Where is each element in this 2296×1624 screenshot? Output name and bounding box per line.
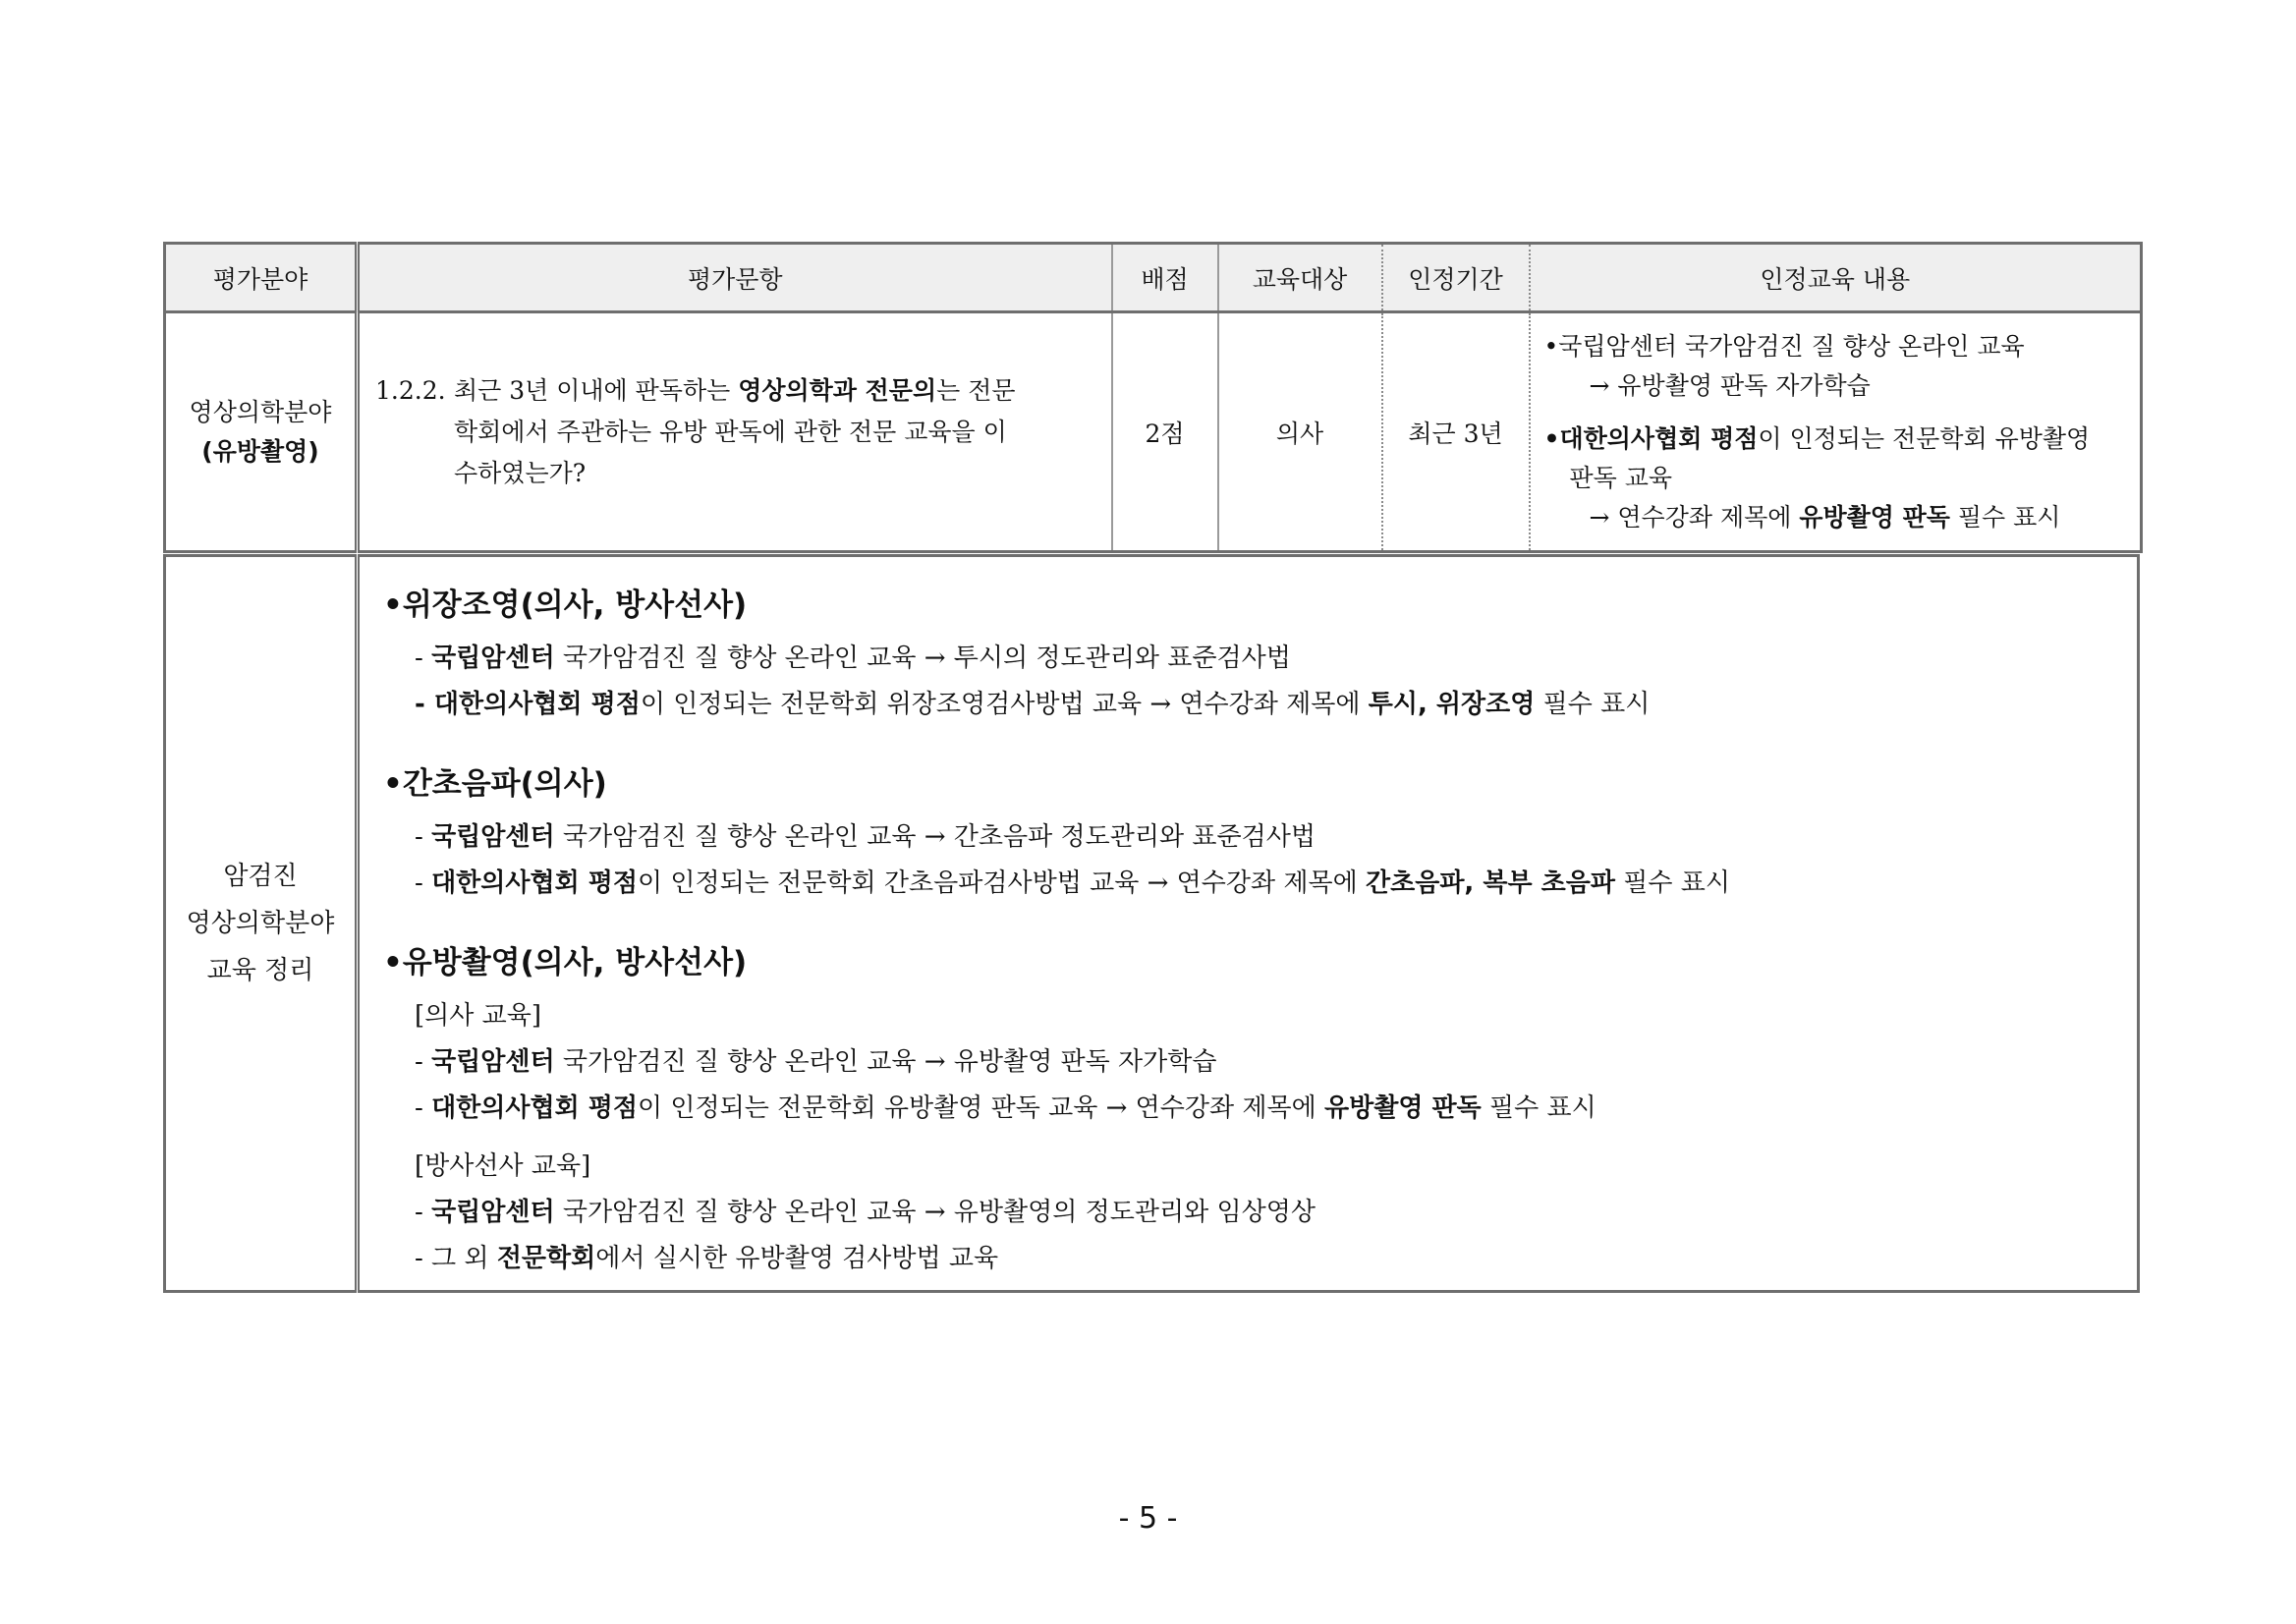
item-cell	[358, 312, 1112, 552]
mammo-line2: - 대한의사협회 평점이 인정되는 전문학회 유방촬영 판독 교육 → 연수강좌 제목에 유방촬영 판독 필수 표시	[415, 1093, 1596, 1123]
item-line3: 수하였는가?	[454, 458, 587, 487]
liver-line1: - 국립암센터 국가암검진 질 향상 온라인 교육 → 간초음파 정도관리와 표준검사법	[415, 822, 1316, 852]
content-line3-bold: •대한의사협회 평점	[1543, 423, 1759, 453]
area-line1: 영상의학분야	[189, 397, 332, 426]
content-line1: •국립암센터 국가암검진 질 향상 온라인 교육	[1543, 331, 2025, 361]
item-text-bold: 영상의학과 전문의	[738, 375, 937, 405]
content-line5-bold: 유방촬영 판독	[1799, 502, 1950, 532]
evaluation-table	[163, 242, 2143, 553]
area-cell	[165, 312, 358, 552]
summary-left-line1: 암검진	[223, 862, 298, 891]
table-header-row	[165, 244, 2142, 312]
liver-line2-bold: 대한의사협회 평점	[431, 868, 639, 898]
area-line2: (유방촬영)	[201, 436, 319, 466]
section-title-mammo: •유방촬영(의사, 방사선사)	[383, 945, 748, 980]
summary-left-line3: 교육 정리	[206, 956, 314, 985]
mammo-line4: - 그 외 전문학회에서 실시한 유방촬영 검사방법 교육	[415, 1244, 999, 1273]
section-title-gi: •위장조영(의사, 방사선사)	[383, 588, 748, 623]
header-score: 배점	[1112, 244, 1218, 312]
liver-line2-bold2: 간초음파, 복부 초음파	[1365, 868, 1615, 898]
header-content: 인정교육 내용	[1530, 244, 2142, 312]
mammo-line2-bold: 대한의사협회 평점	[431, 1093, 639, 1123]
liver-line1-bold: 국립암센터	[431, 822, 555, 852]
summary-left-line2: 영상의학분야	[186, 909, 335, 938]
mammo-line1: - 국립암센터 국가암검진 질 향상 온라인 교육 → 유방촬영 판독 자가학습	[415, 1047, 1217, 1077]
mammo-line2-bold2: 유방촬영 판독	[1324, 1093, 1482, 1123]
mammo-sub-doctor: [의사 교육]	[415, 1001, 542, 1031]
content-line2: → 유방촬영 판독 자가학습	[1589, 370, 1871, 400]
gi-line2-bold: - 대한의사협회 평점	[415, 690, 641, 719]
mammo-line4-bold: 전문학회	[496, 1244, 596, 1273]
mammo-line1-bold: 국립암센터	[431, 1047, 555, 1077]
gi-line2-bold2: 투시, 위장조영	[1368, 690, 1536, 719]
target-cell: 의사	[1218, 312, 1382, 552]
gi-line1: - 국립암센터 국가암검진 질 향상 온라인 교육 → 투시의 정도관리와 표준검사법	[415, 644, 1291, 673]
gi-line1-bold: 국립암센터	[431, 644, 555, 673]
content-line3-rest: 이 인정되는 전문학회 유방촬영	[1758, 423, 2091, 453]
section-title-liver: •간초음파(의사)	[383, 766, 607, 802]
page-number: - 5 -	[1118, 1501, 1178, 1536]
liver-line2: - 대한의사협회 평점이 인정되는 전문학회 간초음파검사방법 교육 → 연수강좌 제목에 간초음파, 복부 초음파 필수 표시	[415, 868, 1730, 898]
item-text-post: 는 전문	[936, 375, 1016, 405]
item-line2: 학회에서 주관하는 유방 판독에 관한 전문 교육을 이	[454, 417, 1007, 446]
gi-line2: - 대한의사협회 평점이 인정되는 전문학회 위장조영검사방법 교육 → 연수강좌 제목에 투시, 위장조영 필수 표시	[415, 690, 1651, 719]
mammo-line3-bold: 국립암센터	[431, 1198, 555, 1227]
item-number: 1.2.2.	[375, 375, 446, 405]
content-line4: 판독 교육	[1569, 463, 1673, 492]
mammo-sub-radiographer: [방사선사 교육]	[415, 1151, 591, 1181]
content-line5-post: 필수 표시	[1949, 502, 2061, 532]
table-row	[165, 312, 2142, 552]
content-cell	[1530, 312, 2142, 552]
summary-table	[163, 554, 2140, 1293]
header-period: 인정기간	[1382, 244, 1530, 312]
mammo-line3: - 국립암센터 국가암검진 질 향상 온라인 교육 → 유방촬영의 정도관리와 임상영상	[415, 1198, 1316, 1227]
score-cell: 2점	[1112, 312, 1218, 552]
item-text-pre: 최근 3년 이내에 판독하는	[454, 375, 739, 405]
content-line5-pre: → 연수강좌 제목에	[1589, 502, 1800, 532]
summary-left-cell	[165, 556, 358, 1292]
period-cell: 최근 3년	[1382, 312, 1530, 552]
header-item: 평가문항	[358, 244, 1112, 312]
header-area: 평가분야	[165, 244, 358, 312]
header-target: 교육대상	[1218, 244, 1382, 312]
summary-right-cell	[358, 556, 2139, 1292]
